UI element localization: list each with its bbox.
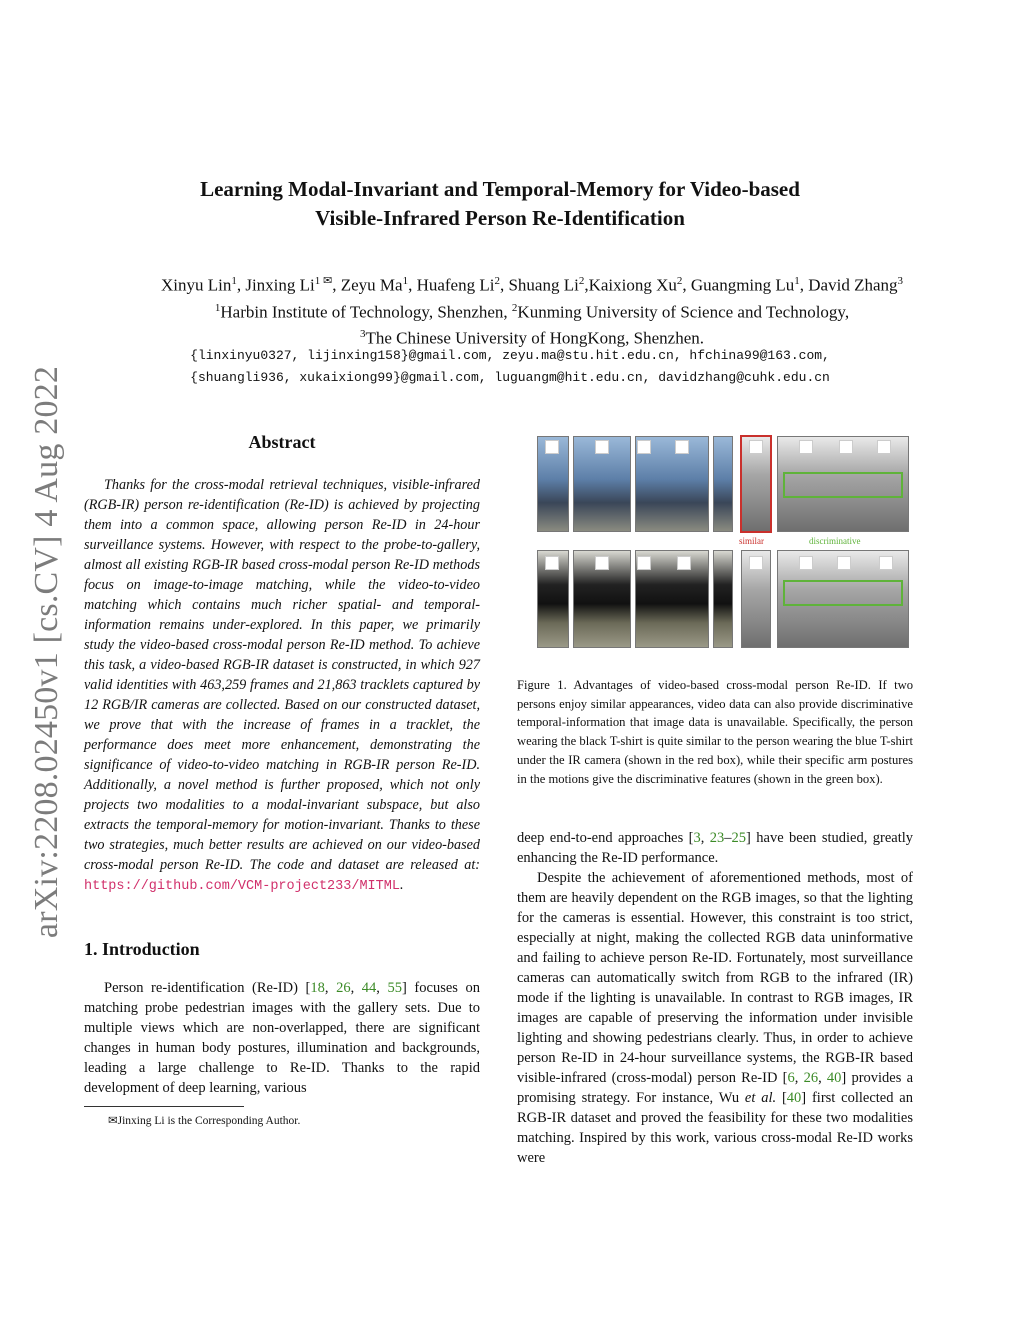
figure-image [713, 436, 733, 532]
email-line-2: {shuangli936, xukaixiong99}@gmail.com, luguangm@hit.edu.cn, davidzhang@cuhk.edu.cn [190, 370, 830, 385]
sep: , [818, 1070, 827, 1087]
author-8: , David Zhang [799, 275, 898, 295]
code-url-link[interactable]: https://github.com/VCM-project233/MITML [84, 879, 400, 894]
citation-link[interactable]: 6 [787, 1070, 795, 1087]
discriminative-highlight-box [783, 472, 903, 498]
sep: , [324, 980, 337, 996]
author-1-sup: 1 [231, 275, 237, 287]
et-al: et al. [744, 1090, 777, 1107]
sep: , [794, 1070, 804, 1087]
author-7-sup: 1 [794, 275, 800, 287]
author-6-sup: 2 [676, 275, 683, 287]
right-paragraph-1 [517, 828, 913, 868]
rc2-text-a: Despite the achievement of aforementioned methods, most of them are heavily dependent on the RGB images, so that the lighting for the cameras is essential. However, this constraint is too strict, especially at night, making the collected RGB data uninformative and failing to achieve person Re-ID. Fortunately, most surveillance cameras can automatically switch from RGB to the infrared (IR) mode if the lighting is unavailable. In contrast to RGB images, IR images are capable of preserving the information under invisible lighting and showing pedestrians clearly. Thus, in order to achieve person Re-ID in 24-hour surveillance systems, the RGB-IR based visible-infrared (cross-modal) person Re-ID [ [517, 870, 913, 1087]
discriminative-label: discriminative [809, 536, 861, 546]
author-2-sup: 1 ✉ [314, 275, 333, 287]
discriminative-highlight-box [783, 580, 903, 606]
author-list [60, 270, 1004, 297]
face-mask [677, 556, 691, 570]
citation-link[interactable]: 55 [387, 980, 403, 996]
citation-link[interactable]: 25 [731, 830, 747, 847]
title-line-2: Visible-Infrared Person Re-Identification [315, 206, 685, 230]
sep: , [700, 830, 710, 847]
citation-link[interactable]: 23 [709, 830, 725, 847]
face-mask [595, 556, 609, 570]
rc2-text-d: ] first collected an RGB-IR dataset and proved the feasibility for these two modalities matching. Inspired by this work, various cross-modal Re-ID works were [517, 1090, 913, 1167]
arxiv-identifier-text: arXiv:2208.02450v1 [cs.CV] 4 Aug 2022 [28, 365, 66, 939]
face-mask [749, 556, 763, 570]
face-mask [799, 556, 813, 570]
author-7: , Guangming Lu [682, 275, 795, 295]
aff-2-sup: 2 [511, 301, 518, 314]
author-1: Xinyu Lin [160, 275, 232, 295]
similar-label: similar [739, 536, 764, 546]
face-mask [637, 556, 651, 570]
footnote-rule [84, 1106, 244, 1107]
face-mask [637, 440, 651, 454]
citation-link[interactable]: 40 [786, 1090, 802, 1107]
intro-text-a: Person re-identification (Re-ID) [ [104, 980, 311, 996]
right-paragraph-2 [517, 868, 913, 1168]
aff-1-sup: 1 [214, 301, 221, 314]
author-block [60, 270, 1004, 350]
face-mask [839, 440, 853, 454]
email-line-1: {linxinyu0327, lijinxing158}@gmail.com, zeyu.ma@stu.hit.edu.cn, hfchina99@163.com, [190, 348, 830, 363]
title-line-1: Learning Modal-Invariant and Temporal-Memory for Video-based [200, 177, 800, 201]
author-4: , Huafeng Li [408, 275, 495, 295]
figure-1 [537, 432, 909, 662]
figure-caption: Figure 1. Advantages of video-based cross-modal person Re-ID. If two persons enjoy similar appearances, video data can also provide discriminative temporal-information that image data is unavailable. Specifically, the person wearing the black T-shirt is quite similar to the person wearing the blue T-shirt under the IR camera (shown in the red box), while their specific arm postures in the motions give the discriminative features (shown in the green box). [517, 678, 913, 786]
sep: , [350, 980, 362, 996]
affiliation-line-1 [60, 297, 1004, 324]
citation-link[interactable]: 26 [803, 1070, 819, 1087]
author-2: , Jinxing Li [236, 275, 315, 295]
aff-2: Kunming University of Science and Technology, [517, 302, 850, 322]
rc-text-a: deep end-to-end approaches [ [517, 830, 694, 847]
abstract-text [84, 475, 480, 897]
citation-link[interactable]: 18 [310, 980, 325, 996]
face-mask [877, 440, 891, 454]
intro-paragraph [84, 978, 480, 1098]
sep: – [724, 830, 732, 847]
aff-3-sup: 3 [359, 328, 366, 341]
author-6: ,Kaixiong Xu [584, 275, 677, 295]
abstract-end: . [399, 877, 404, 893]
author-8-sup: 3 [897, 275, 904, 287]
rc2-text-c: [ [776, 1090, 787, 1107]
figure-image [713, 550, 733, 648]
face-mask [675, 440, 689, 454]
intro-text-b: ] focuses on matching probe pedestrian images with the gallery sets. Due to multiple views which are non-overlapped, there are significant changes in human body postures, illumination and backgrounds, leading a large challenge to Re-ID. Thanks to the rapid development of deep learning, various [84, 980, 481, 1096]
abstract-body: Thanks for the cross-modal retrieval techniques, visible-infrared (RGB-IR) person re-identification (Re-ID) is achieved by projecting them into a common space, allowing person Re-ID in 24-hour surveillance systems. However, with respect to the probe-to-gallery, almost all existing RGB-IR based cross-modal person Re-ID methods focus on image-to-image matching, while the video-to-video matching which contains much richer spatial- and temporal-information remains under-explored. In this paper, we primarily study the video-based cross-modal person Re-ID method. To achieve this task, a video-based RGB-IR dataset is constructed, in which 927 valid identities with 463,259 frames and 21,863 tracklets captured by 12 RGB/IR cameras are collected. Based on our constructed dataset, we prove that with the increase of frames in a tracklet, the performance does meet more enhancement, demonstrating the significance of video-to-video matching in RGB-IR person Re-ID. Additionally, a novel method is further proposed, which not only projects two modalities to a modal-invariant subspace, but also extracts the temporal-memory for motion-invariant. Thanks to these two strategies, much better results are achieved on our video-based cross-modal person Re-ID. The code and dataset are released at: [84, 477, 480, 873]
author-5-sup: 2 [578, 275, 585, 287]
author-3-sup: 1 [402, 275, 409, 287]
author-4-sup: 2 [494, 275, 500, 287]
face-mask [545, 556, 559, 570]
author-3: , Zeyu Ma [332, 275, 403, 295]
sep: , [376, 980, 388, 996]
citation-link[interactable]: 44 [361, 980, 377, 996]
left-column [84, 432, 480, 1127]
face-mask [879, 556, 893, 570]
citation-link[interactable]: 3 [693, 830, 701, 847]
right-column [517, 432, 913, 1168]
rc2-text-b: ] provides a promising strategy. For instance, Wu [517, 1070, 914, 1107]
aff-3: The Chinese University of HongKong, Shenzhen. [365, 328, 705, 348]
footnote: ✉Jinxing Li is the Corresponding Author. [108, 1115, 301, 1127]
paper-title [100, 175, 900, 233]
face-mask [799, 440, 813, 454]
author-5: , Shuang Li [499, 275, 579, 295]
face-mask [837, 556, 851, 570]
face-mask [595, 440, 609, 454]
intro-heading: 1. Introduction [84, 939, 200, 959]
rc-text-b: ] have been studied, greatly enhancing the Re-ID performance. [517, 830, 914, 867]
face-mask [545, 440, 559, 454]
citation-link[interactable]: 40 [826, 1070, 842, 1087]
email-block [60, 345, 960, 389]
aff-1: Harbin Institute of Technology, Shenzhen, [220, 302, 512, 322]
abstract-heading: Abstract [248, 432, 316, 452]
face-mask [749, 440, 763, 454]
citation-link[interactable]: 26 [336, 980, 351, 996]
arxiv-identifier [22, 352, 72, 952]
